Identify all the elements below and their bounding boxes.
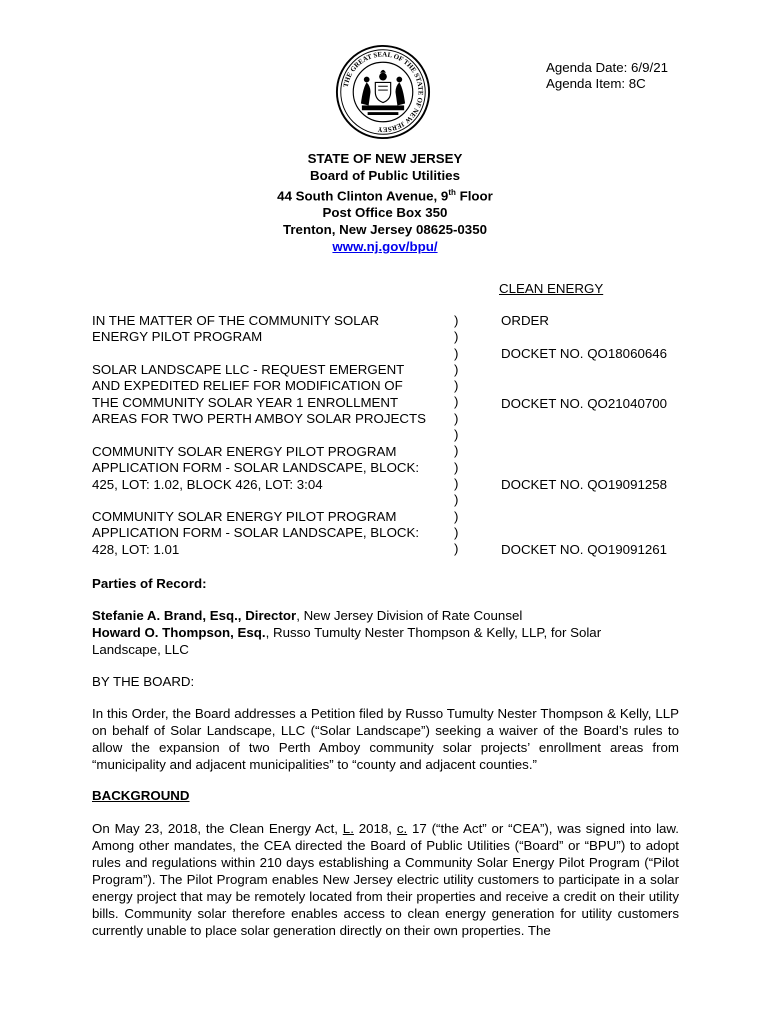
agenda-date: Agenda Date: 6/9/21 bbox=[546, 60, 668, 75]
paren: ) bbox=[454, 378, 459, 394]
letterhead bbox=[0, 150, 770, 255]
website-link[interactable]: www.nj.gov/bpu/ bbox=[332, 239, 438, 255]
state-seal-image bbox=[335, 44, 431, 140]
background-heading: BACKGROUND bbox=[92, 788, 190, 803]
category-label: CLEAN ENERGY bbox=[499, 281, 604, 296]
party-2: Howard O. Thompson, Esq., Russo Tumulty Nester Thompson & Kelly, LLP, for Solar Landscape, LLC bbox=[92, 625, 602, 657]
parties-heading: Parties of Record: bbox=[92, 576, 207, 591]
board-name: Board of Public Utilities bbox=[310, 168, 460, 183]
intro-paragraph: In this Order, the Board addresses a Petition filed by Russo Tumulty Nester Thompson & Kelly, LLP on behalf of Solar Landscape, LLC (“Solar Landscape”) seeking a waiver of the Board’s rules to allow the expansion of two Perth Amboy community solar projects’ enrollment areas from “municipality and adjacent municipalities” to “county and adjacent counties.” bbox=[92, 706, 679, 772]
paren: ) bbox=[454, 508, 459, 524]
docket-number: DOCKET NO. QO19091261 bbox=[501, 542, 668, 557]
agenda-block bbox=[546, 60, 668, 92]
paren: ) bbox=[454, 475, 459, 491]
caption-line: 428, LOT: 1.01 bbox=[92, 541, 180, 557]
paren: ) bbox=[454, 410, 459, 426]
order-label: ORDER bbox=[501, 313, 550, 328]
paren: ) bbox=[454, 524, 459, 540]
caption-parentheses bbox=[454, 313, 458, 557]
svg-text:THE GREAT SEAL OF THE STATE OF: THE GREAT SEAL OF THE STATE OF NEW JERSEY bbox=[342, 51, 424, 133]
caption-line: SOLAR LANDSCAPE LLC - REQUEST EMERGENT bbox=[92, 362, 405, 377]
paren: ) bbox=[454, 492, 459, 508]
agenda-item: Agenda Item: 8C bbox=[546, 76, 646, 91]
city-state-zip: Trenton, New Jersey 08625-0350 bbox=[282, 222, 487, 238]
caption-line: APPLICATION FORM - SOLAR LANDSCAPE, BLOCK: bbox=[92, 525, 420, 541]
paren: ) bbox=[454, 427, 459, 443]
caption-line: AND EXPEDITED RELIEF FOR MODIFICATION OF bbox=[92, 378, 403, 394]
paren: ) bbox=[454, 313, 459, 328]
paren: ) bbox=[454, 345, 459, 361]
caption-line: IN THE MATTER OF THE COMMUNITY SOLAR bbox=[92, 313, 380, 328]
paren: ) bbox=[454, 394, 459, 410]
parties-list bbox=[92, 607, 652, 658]
caption-block-4 bbox=[92, 509, 452, 558]
caption-line: ENERGY PILOT PROGRAM bbox=[92, 329, 263, 345]
caption-block-2 bbox=[92, 362, 452, 428]
paren: ) bbox=[454, 443, 459, 459]
caption-block-3 bbox=[92, 444, 452, 493]
caption-line: THE COMMUNITY SOLAR YEAR 1 ENROLLMENT bbox=[92, 394, 399, 410]
paren: ) bbox=[454, 541, 459, 557]
background-paragraph: On May 23, 2018, the Clean Energy Act, L. 2018, c. 17 (“the Act” or “CEA”), was signed into law. Among other mandates, the CEA directed the Board of Public Utilities (“Board” or “BPU”) to adopt rules and regulations within 210 days establishing a Community Solar Energy Pilot Program (“Pilot Program”). The Pilot Program enables New Jersey electric utility customers to participate in a solar energy project that may be remotely located from their properties and receive a credit on their utility bills. Community solar therefore enables access to clean energy generation for utility customers currently unable to place solar generation directly on their own properties. The bbox=[92, 821, 679, 938]
by-the-board: BY THE BOARD: bbox=[92, 674, 195, 689]
paren: ) bbox=[454, 361, 459, 377]
paren: ) bbox=[454, 329, 459, 345]
docket-number: DOCKET NO. QO18060646 bbox=[501, 346, 668, 361]
caption-line: COMMUNITY SOLAR ENERGY PILOT PROGRAM bbox=[92, 444, 397, 459]
party-1: Stefanie A. Brand, Esq., Director, New Jersey Division of Rate Counsel bbox=[92, 608, 523, 623]
caption-line: 425, LOT: 1.02, BLOCK 426, LOT: 3:04 bbox=[92, 476, 323, 492]
street-address: 44 South Clinton Avenue, 9th Floor bbox=[277, 188, 493, 204]
state-name: STATE OF NEW JERSEY bbox=[307, 151, 463, 166]
caption-line: APPLICATION FORM - SOLAR LANDSCAPE, BLOCK: bbox=[92, 460, 420, 476]
docket-number: DOCKET NO. QO19091258 bbox=[501, 477, 668, 492]
docket-number: DOCKET NO. QO21040700 bbox=[501, 396, 668, 411]
caption-line: AREAS FOR TWO PERTH AMBOY SOLAR PROJECTS bbox=[92, 411, 426, 427]
po-box: Post Office Box 350 bbox=[322, 205, 448, 221]
paren: ) bbox=[454, 459, 459, 475]
caption-block-1 bbox=[92, 313, 452, 346]
caption-line: COMMUNITY SOLAR ENERGY PILOT PROGRAM bbox=[92, 509, 397, 524]
